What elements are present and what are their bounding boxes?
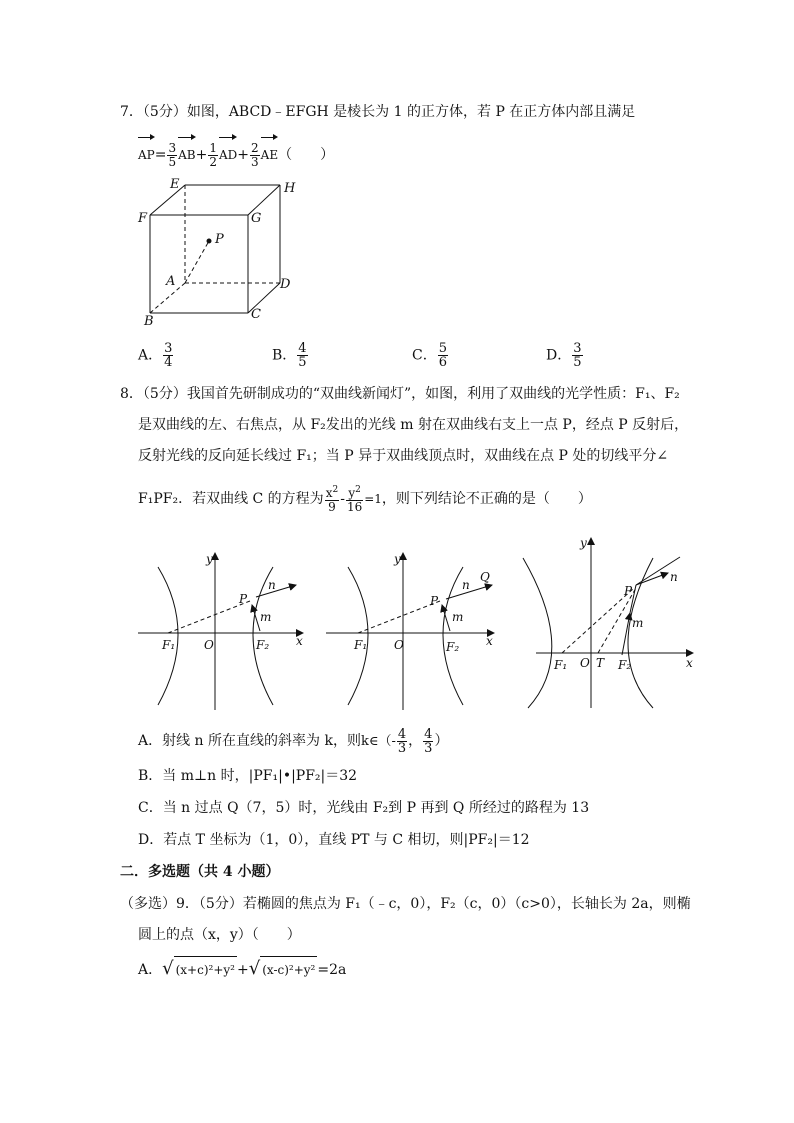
svg-text:F₁: F₁ [354,638,368,652]
q8-line1: 8．（5分）我国首先研制成功的“双曲线新闻灯”，如图，利用了双曲线的光学性质：F₁、F₂ [120,386,680,402]
vec-ad: AD [219,134,237,170]
q7-line1: 7．（5分）如图，ABCD﹣EFGH 是棱长为 1 的正方体，若 P 在正方体内部且满足 [120,104,636,120]
svg-text:n: n [670,570,678,584]
svg-text:B: B [144,314,154,329]
frac-2-3: $\frac{2}{3}$ [251,140,259,169]
vec-ab: AB [178,134,195,170]
vec-ap: AP [138,134,155,170]
q8-line3: 反射光线的反向延长线过 F₁；当 P 异于双曲线顶点时，双曲线在点 P 处的切线平分∠ [138,448,669,464]
svg-text:m: m [632,616,644,630]
hyperbola-figure-2 [326,545,501,715]
svg-text:n: n [462,578,470,592]
svg-text:P: P [239,592,248,606]
svg-text:Q: Q [480,570,490,584]
svg-text:x: x [686,656,693,670]
point-p [207,239,212,244]
q8-line2: 是双曲线的左、右焦点，从 F₂发出的光线 m 射在双曲线右支上一点 P，经点 P 反射后， [138,417,689,433]
svg-text:P: P [215,232,224,247]
hyperbola-figure-1 [138,545,313,715]
svg-text:H: H [284,181,296,196]
q8-option-b[interactable]: B．当 m⊥n 时，|PF₁|•|PF₂|＝32 [138,768,358,784]
q7-option-c[interactable]: C． $\frac{5}{6}$ [412,341,447,370]
svg-text:F₂: F₂ [618,658,632,672]
svg-text:O: O [204,638,214,652]
svg-text:m: m [260,610,272,624]
q7-vector-equation: AP= $\frac{3}{5}$ AB+ $\frac{1}{2}$ AD+ $\frac{2}{3}$ AE（ ） [138,134,334,170]
svg-text:P: P [430,594,439,608]
svg-text:C: C [251,307,261,322]
svg-text:G: G [251,211,262,226]
cube-figure [130,170,310,335]
svg-text:x: x [486,634,493,648]
svg-text:F₂: F₂ [256,638,270,652]
svg-text:F₂: F₂ [446,640,460,654]
q8-option-c[interactable]: C．当 n 过点 Q（7，5）时，光线由 F₂到 P 再到 Q 所经过的路程为 13 [138,800,590,816]
svg-text:D: D [280,277,291,292]
svg-text:y: y [394,552,401,566]
frac-1-2: $\frac{1}{2}$ [209,140,217,169]
q7-option-d[interactable]: D． $\frac{3}{5}$ [546,341,582,370]
svg-text:F₁: F₁ [162,638,176,652]
svg-text:A: A [166,274,176,289]
vec-ae: AE [261,134,278,170]
svg-text:n: n [268,578,276,592]
svg-text:E: E [170,177,180,192]
svg-text:m: m [452,610,464,624]
hyperbola-figure-3 [518,533,698,713]
q9-option-a[interactable]: A．√ (x+c)²+y² +√ (x-c)²+y² =2a [138,956,346,983]
q9-line2: 圆上的点（x，y）（ ） [138,927,301,943]
svg-text:F₁: F₁ [554,658,568,672]
svg-text:y: y [206,552,213,566]
q9-line1: （多选）9．（5分）若椭圆的焦点为 F₁（﹣c，0），F₂（c，0）（c>0），长轴长为 2a，则椭 [120,896,691,912]
svg-text:F: F [138,211,148,226]
svg-text:x: x [296,634,303,648]
q7-option-a[interactable]: A． $\frac{3}{4}$ [138,341,173,370]
frac-3-5: $\frac{3}{5}$ [168,140,177,169]
q8-line4: F₁PF₂．若双曲线 C 的方程为 $\frac{x^2}{9}$ - $\frac{y^2}{16}$ =1，则下列结论不正确的是（ ） [138,485,592,514]
svg-text:P: P [624,584,633,598]
q7-option-b[interactable]: B． $\frac{4}{5}$ [272,341,307,370]
q8-option-d[interactable]: D．若点 T 坐标为（1，0），直线 PT 与 C 相切，则|PF₂|＝12 [138,832,530,848]
svg-text:O: O [580,656,590,670]
svg-text:y: y [580,536,587,550]
q8-option-a[interactable]: A．射线 n 所在直线的斜率为 k，则k∈（- $\frac{4}{3}$ ， $\frac{4}{3}$ ） [138,726,449,756]
svg-text:O: O [394,638,404,652]
svg-text:T: T [596,656,605,670]
section-heading: 二．多选题（共 4 小题） [120,864,280,880]
